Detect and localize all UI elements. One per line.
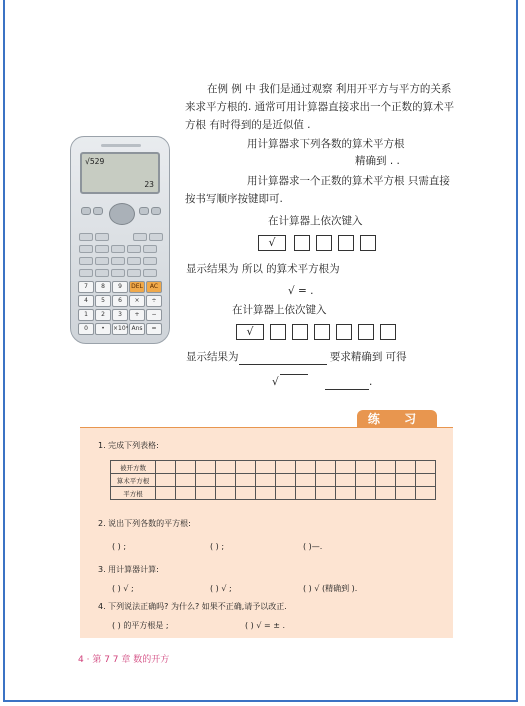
q2-item: ( ) ; bbox=[210, 542, 225, 551]
key-box bbox=[380, 324, 396, 340]
key-plus: + bbox=[129, 309, 145, 321]
replay-pad bbox=[109, 203, 135, 225]
blank-line bbox=[239, 350, 327, 365]
answer-table bbox=[110, 460, 436, 500]
function-key bbox=[95, 233, 109, 241]
row-label: 平方根 bbox=[111, 487, 156, 500]
radicand-bar bbox=[280, 374, 308, 389]
key-box bbox=[338, 235, 354, 251]
key-7: 7 bbox=[78, 281, 94, 293]
on-key bbox=[151, 207, 161, 215]
precision-line: 精确到 . . bbox=[355, 155, 400, 167]
key-8: 8 bbox=[95, 281, 111, 293]
key-equals: = bbox=[146, 323, 162, 335]
key-box bbox=[360, 235, 376, 251]
mode-key bbox=[139, 207, 149, 215]
function-key bbox=[127, 245, 141, 253]
step2-result-suffix: 要求精确到 可得 bbox=[326, 351, 407, 363]
key-del: DEL bbox=[129, 281, 145, 293]
function-key bbox=[111, 245, 125, 253]
example-line: 用计算器求下列各数的算术平方根 bbox=[247, 138, 405, 150]
calculator-image bbox=[70, 136, 170, 344]
key-box bbox=[316, 235, 332, 251]
calculator-screen bbox=[80, 152, 160, 194]
question-1: 1. 完成下列表格: bbox=[98, 441, 159, 450]
key-box bbox=[336, 324, 352, 340]
function-key bbox=[143, 269, 157, 277]
function-key bbox=[149, 233, 163, 241]
key-4: 4 bbox=[78, 295, 94, 307]
key-box bbox=[292, 324, 308, 340]
key-9: 9 bbox=[112, 281, 128, 293]
method-paragraph: 用计算器求一个正数的算术平方根 只需直接按书写顺序按键即可. bbox=[185, 175, 450, 205]
sqrt-sign: √ bbox=[272, 376, 279, 388]
key-6: 6 bbox=[112, 295, 128, 307]
function-key bbox=[79, 245, 93, 253]
function-key bbox=[143, 245, 157, 253]
key-box bbox=[314, 324, 330, 340]
q2-item: ( )—. bbox=[303, 542, 323, 551]
key-minus: − bbox=[146, 309, 162, 321]
step2-result-prefix: 显示结果为 bbox=[186, 351, 239, 363]
question-2: 2. 说出下列各数的平方根: bbox=[98, 519, 191, 528]
step1-result-line: 显示结果为 所以 的算术平方根为 bbox=[186, 263, 340, 275]
function-key bbox=[127, 269, 141, 277]
q3-item: ( ) √ (精确到 ). bbox=[303, 584, 358, 593]
page-footer bbox=[78, 652, 169, 665]
footer-separator: · bbox=[86, 655, 93, 665]
function-key bbox=[111, 269, 125, 277]
q3-item: ( ) √ ; bbox=[112, 584, 134, 593]
alpha-key bbox=[93, 207, 103, 215]
key-5: 5 bbox=[95, 295, 111, 307]
table-row bbox=[111, 461, 436, 474]
table-row bbox=[111, 474, 436, 487]
function-key bbox=[127, 257, 141, 265]
key-box bbox=[270, 324, 286, 340]
key-divide: ÷ bbox=[146, 295, 162, 307]
answer-blank bbox=[325, 375, 369, 390]
shift-key bbox=[81, 207, 91, 215]
step2-equation: √ . bbox=[272, 376, 373, 388]
key-0: 0 bbox=[78, 323, 94, 335]
q2-item: ( ) ; bbox=[112, 542, 127, 551]
key-ac: AC bbox=[146, 281, 162, 293]
key-sqrt-box: √ bbox=[236, 324, 264, 340]
row-label: 被开方数 bbox=[111, 461, 156, 474]
function-key bbox=[95, 257, 109, 265]
key-box bbox=[358, 324, 374, 340]
question-4: 4. 下列说法正确吗? 为什么? 如果不正确,请予以改正. bbox=[98, 602, 287, 611]
page-number: 4 bbox=[78, 655, 84, 665]
key-multiply: × bbox=[129, 295, 145, 307]
key-sqrt-box: √ bbox=[258, 235, 286, 251]
key-3: 3 bbox=[112, 309, 128, 321]
intro-paragraph: 在例 例 中 我们是通过观察 利用开平方与平方的关系来求平方根的. 通常可用计算器直接求出一个正数的算术平方根 有时得到的是近似值 . bbox=[185, 83, 455, 131]
step2-result-line bbox=[186, 350, 407, 365]
function-key bbox=[79, 269, 93, 277]
function-key bbox=[95, 269, 109, 277]
chapter-title: 第 7 7 章 数的开方 bbox=[92, 655, 170, 665]
key-1: 1 bbox=[78, 309, 94, 321]
screen-result: 23 bbox=[144, 180, 154, 189]
q3-item: ( ) √ ; bbox=[210, 584, 232, 593]
row-label: 算术平方根 bbox=[111, 474, 156, 487]
step1-title: 在计算器上依次键入 bbox=[268, 215, 363, 227]
key-ans: Ans bbox=[129, 323, 145, 335]
step2-title: 在计算器上依次键入 bbox=[232, 304, 327, 316]
function-key bbox=[79, 233, 93, 241]
step1-equation: √ = . bbox=[288, 285, 314, 297]
question-3: 3. 用计算器计算: bbox=[98, 565, 159, 574]
exercise-tab: 练 习 bbox=[357, 410, 437, 428]
function-key bbox=[79, 257, 93, 265]
function-key bbox=[133, 233, 147, 241]
key-exp: ×10ˣ bbox=[112, 323, 128, 335]
q4-item: ( ) √ = ± . bbox=[245, 621, 286, 630]
function-key bbox=[111, 257, 125, 265]
key-point: • bbox=[95, 323, 111, 335]
key-2: 2 bbox=[95, 309, 111, 321]
function-key bbox=[143, 257, 157, 265]
function-key bbox=[95, 245, 109, 253]
calculator-brand bbox=[101, 144, 141, 147]
screen-expression: √529 bbox=[85, 157, 105, 166]
q4-item: ( ) 的平方根是 ; bbox=[112, 621, 169, 630]
key-box bbox=[294, 235, 310, 251]
table-row bbox=[111, 487, 436, 500]
